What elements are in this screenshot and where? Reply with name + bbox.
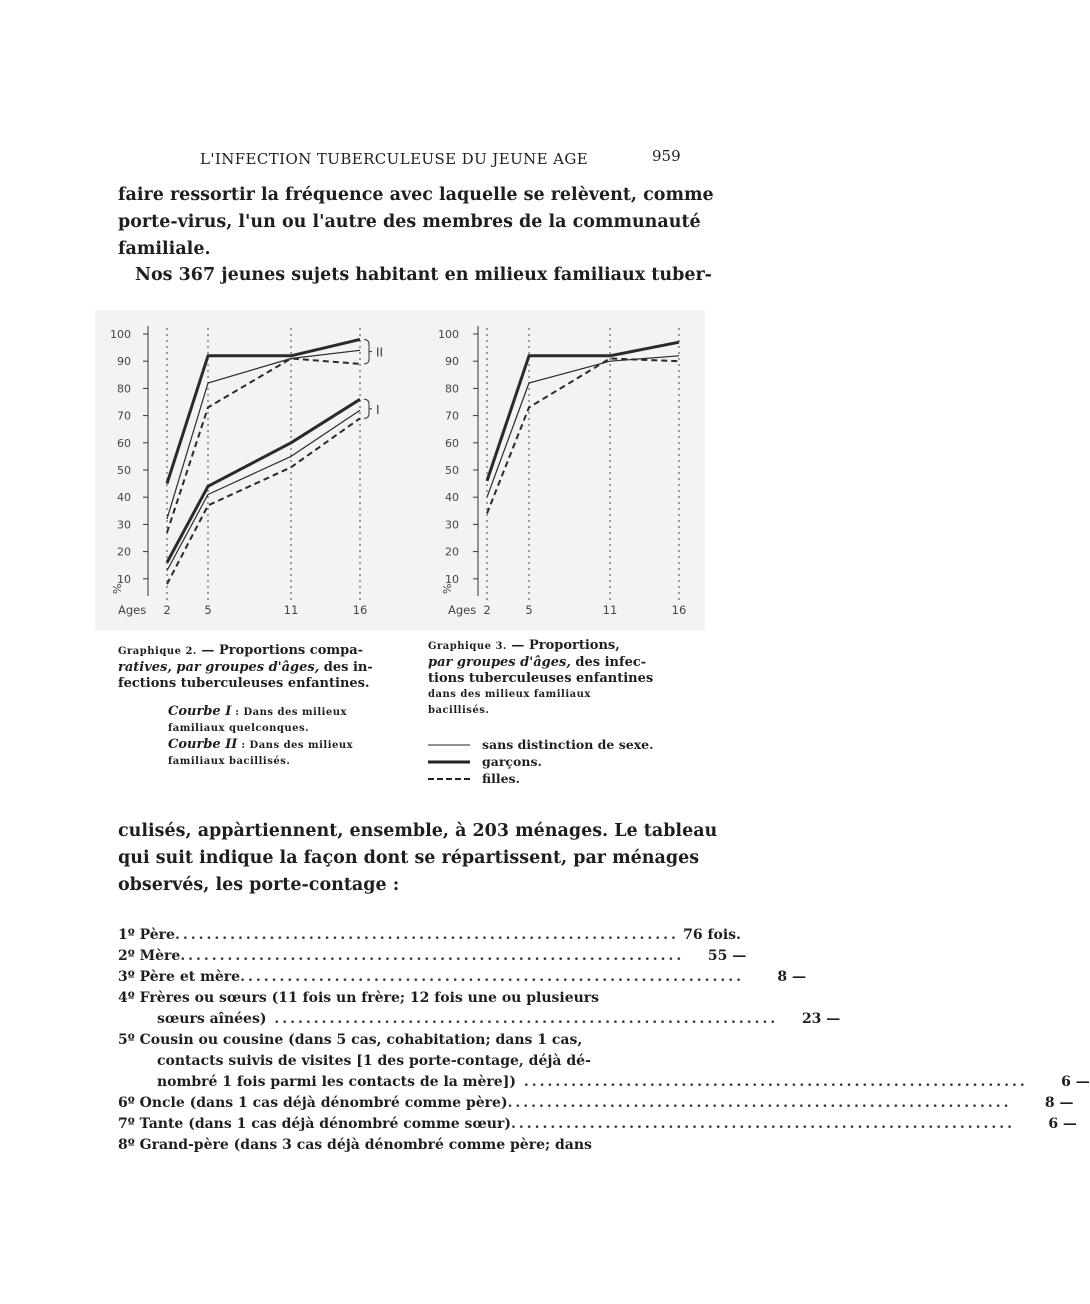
list-item-text: sœurs aînées) <box>157 1011 267 1027</box>
y-tick-label: 30 <box>117 518 131 532</box>
curve-2-label: Courbe II <box>168 737 238 752</box>
list-item-text: Mère <box>139 948 181 964</box>
legend-thin-line-icon <box>428 742 470 748</box>
list-item-number: 8º <box>118 1137 135 1153</box>
x-tick-label: 11 <box>283 603 299 617</box>
x-tick-label: 5 <box>204 603 212 617</box>
y-tick-label: 40 <box>117 491 131 505</box>
list-item-count: 6 — <box>1048 1116 1077 1132</box>
curve-1-text: : Dans des milieux <box>231 707 348 718</box>
list-item <box>118 1093 1074 1114</box>
list-item-text: Frères ou sœurs (11 fois un frère; 12 fois une ou plusieurs <box>139 990 600 1006</box>
list-item-count: 6 — <box>1061 1074 1090 1090</box>
x-axis-label: Ages <box>448 603 477 617</box>
y-tick-label: 60 <box>117 436 131 450</box>
x-tick-label: 11 <box>602 603 618 617</box>
list-item-count: 76 fois. <box>683 927 741 943</box>
y-tick-label: 60 <box>445 436 459 450</box>
list-item <box>118 946 747 967</box>
curve-label: II <box>376 345 384 360</box>
legend-label-dashed: filles. <box>482 771 520 786</box>
y-tick-label: 50 <box>445 464 459 477</box>
y-tick-label: 90 <box>445 355 459 369</box>
x-tick-label: 2 <box>483 603 491 617</box>
list-item-count: 8 — <box>1044 1095 1074 1111</box>
list-item-number: 4º <box>118 990 135 1006</box>
x-tick-label: 2 <box>163 603 171 617</box>
y-unit-label: % <box>111 583 124 594</box>
curve-2-text-2: familiaux bacillisés. <box>168 756 291 767</box>
paragraph-1-line-1: faire ressortir la fréquence avec laquelle se relèvent, comme <box>118 185 714 205</box>
caption-2-rest: des in- <box>319 660 373 675</box>
paragraph-3-line-1: culisés, appàrtiennent, ensemble, à 203 ménages. Le tableau <box>118 821 718 841</box>
caption-3-rest: des infec- <box>570 655 647 670</box>
paragraph-2: Nos 367 jeunes sujets habitant en milieux familiaux tuber- <box>135 265 712 285</box>
curve-2-text: : Dans des milieux <box>237 740 354 751</box>
legend-row-thick <box>428 753 688 770</box>
paragraph-1 <box>118 182 714 263</box>
page-number: 959 <box>652 147 681 165</box>
list-item-count: 8 — <box>777 969 807 985</box>
x-tick-label: 16 <box>671 603 687 617</box>
paragraph-3-line-3: observés, les porte-contage : <box>118 875 400 895</box>
leader-dots: ................................................................ <box>174 927 679 943</box>
caption-3-italic: par groupes d'âges, <box>428 655 571 670</box>
list-item-text: contacts suivis de visites [1 des porte-contage, déjà dé- <box>157 1053 591 1069</box>
legend <box>428 736 688 787</box>
y-tick-label: 100 <box>110 328 131 341</box>
y-tick-label: 50 <box>117 464 131 477</box>
list-item <box>118 925 741 946</box>
paragraph-3 <box>118 818 718 899</box>
leader-dots: ................................................................ <box>507 1095 1012 1111</box>
running-header: L'INFECTION TUBERCULEUSE DU JEUNE AGE <box>200 150 589 168</box>
list-item-number: 5º <box>118 1032 135 1048</box>
list-item <box>118 1114 1077 1135</box>
y-tick-label: 80 <box>445 382 459 396</box>
list-item-number: 1º <box>118 927 135 943</box>
legend-label-thick: garçons. <box>482 754 542 769</box>
charts-figure <box>95 310 705 630</box>
list-item-continuation <box>118 1051 688 1072</box>
y-tick-label: 10 <box>117 572 131 586</box>
list-item <box>118 967 807 988</box>
porte-contage-list <box>118 925 1090 1156</box>
list-item-text: Père <box>139 927 175 943</box>
leader-dots: ................................................................ <box>266 1011 779 1027</box>
list-item-number: 7º <box>118 1116 135 1132</box>
list-item-text: Cousin ou cousine (dans 5 cas, cohabitation; dans 1 cas, <box>139 1032 583 1048</box>
y-tick-label: 70 <box>117 409 131 423</box>
caption-2-text: — Proportions compa- <box>196 643 364 658</box>
leader-dots: ................................................................ <box>180 948 685 964</box>
list-item-count: 23 — <box>801 1011 841 1027</box>
list-item-number: 3º <box>118 969 135 985</box>
caption-2-line-3: fections tuberculeuses enfantines. <box>118 676 370 691</box>
curve-label: I <box>376 402 380 417</box>
legend-thick-line-icon <box>428 759 470 765</box>
x-tick-label: 16 <box>352 603 368 617</box>
list-item-text: nombré 1 fois parmi les contacts de la mère]) <box>157 1074 516 1090</box>
list-item <box>118 1030 688 1051</box>
caption-3-text: — Proportions, <box>506 638 620 653</box>
caption-3-label: Graphique 3. <box>428 641 507 652</box>
list-item-number: 2º <box>118 948 135 964</box>
list-item-count: 55 — <box>707 948 747 964</box>
legend-row-dashed <box>428 770 688 787</box>
leader-dots: ................................................................ <box>240 969 745 985</box>
y-tick-label: 90 <box>117 355 131 369</box>
list-item <box>118 1135 688 1156</box>
list-item <box>118 988 688 1009</box>
caption-3-line-5: bacillisés. <box>428 705 490 716</box>
caption-graphique-3 <box>428 638 683 719</box>
paragraph-1-line-2: porte-virus, l'un ou l'autre des membres de la communauté <box>118 212 701 232</box>
list-item-continuation <box>118 1009 841 1030</box>
list-item-text: Grand-père (dans 3 cas déjà dénombré comme père; dans <box>139 1137 592 1153</box>
list-item-continuation <box>118 1072 1090 1093</box>
paragraph-1-line-3: familiale. <box>118 239 211 259</box>
leader-dots: ................................................................ <box>515 1074 1028 1090</box>
leader-dots: ................................................................ <box>511 1116 1015 1132</box>
curve-1-label: Courbe I <box>168 704 232 719</box>
x-tick-label: 5 <box>525 603 533 617</box>
legend-dashed-line-icon <box>428 776 470 782</box>
y-tick-label: 30 <box>445 518 459 532</box>
legend-label-thin: sans distinction de sexe. <box>482 737 654 752</box>
y-tick-label: 20 <box>445 545 459 559</box>
caption-3-line-4: dans des milieux familiaux <box>428 689 591 700</box>
curve-1-text-2: familiaux quelconques. <box>168 723 310 734</box>
caption-graphique-2 <box>118 643 398 770</box>
y-tick-label: 40 <box>445 491 459 505</box>
paragraph-3-line-2: qui suit indique la façon dont se répartissent, par ménages <box>118 848 700 868</box>
list-item-number: 6º <box>118 1095 135 1111</box>
caption-2-italic: ratives, par groupes d'âges, <box>118 660 320 675</box>
list-item-text: Père et mère <box>139 969 241 985</box>
legend-row-thin <box>428 736 688 753</box>
list-item-text: Oncle (dans 1 cas déjà dénombré comme père) <box>139 1095 508 1111</box>
x-axis-label: Ages <box>118 603 147 617</box>
caption-3-line-3: tions tuberculeuses enfantines <box>428 671 654 686</box>
y-tick-label: 70 <box>445 409 459 423</box>
y-tick-label: 10 <box>445 572 459 586</box>
y-unit-label: % <box>441 583 454 594</box>
list-item-text: Tante (dans 1 cas déjà dénombré comme sœur) <box>139 1116 511 1132</box>
caption-2-label: Graphique 2. <box>118 646 197 657</box>
y-tick-label: 100 <box>438 328 459 341</box>
y-tick-label: 80 <box>117 382 131 396</box>
y-tick-label: 20 <box>117 545 131 559</box>
